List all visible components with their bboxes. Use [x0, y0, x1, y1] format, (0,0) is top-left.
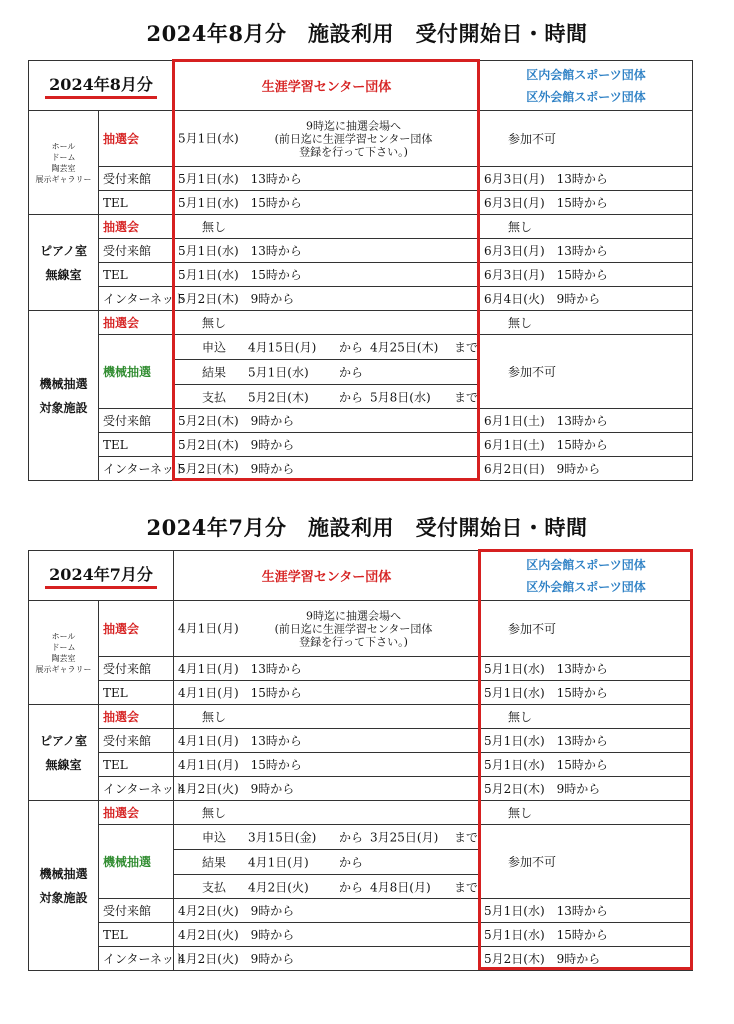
- lottery-note: [230, 119, 477, 158]
- lifelong-value: 5月2日(木) 9時から: [174, 409, 480, 433]
- pay-from: から: [339, 880, 364, 894]
- section-title: 2024年8月分 施設利用 受付開始日・時間: [146, 21, 588, 46]
- month-label-cell: [29, 61, 174, 111]
- type-visit: 受付来館: [99, 167, 174, 191]
- note-line: 登録を行って下さい。): [299, 635, 408, 648]
- type-visit: 受付来館: [99, 729, 174, 753]
- lottery-detail: [174, 111, 480, 167]
- sports-value: 6月3日(月) 15時から: [480, 263, 693, 287]
- lifelong-value: 5月1日(水) 13時から: [174, 167, 480, 191]
- machine-lottery-schedule: [174, 335, 480, 409]
- facility-machine: [29, 801, 99, 971]
- facility-line: 対象施設: [39, 890, 88, 905]
- facility-piano: [29, 705, 99, 801]
- type-internet: インターネット: [99, 457, 174, 481]
- pay-until: まで: [454, 390, 479, 404]
- pay-start: 4月2日(火): [248, 880, 309, 894]
- header-sports: [480, 61, 693, 111]
- type-tel: TEL: [99, 433, 174, 457]
- header-sports-inner: 区内会館スポーツ団体: [526, 67, 646, 82]
- sports-value: 5月2日(木) 9時から: [480, 777, 693, 801]
- type-tel: TEL: [99, 681, 174, 705]
- apply-from: から: [339, 830, 364, 845]
- sports-machine-lottery: 参加不可: [480, 825, 693, 899]
- facility-line: ホール: [51, 141, 76, 151]
- lifelong-value: 5月2日(木) 9時から: [174, 457, 480, 481]
- header-sports-outer: 区外会館スポーツ団体: [526, 579, 646, 594]
- month-label: 2024年8月分: [45, 72, 157, 99]
- sports-value: 6月2日(日) 9時から: [480, 457, 693, 481]
- pay-label: 支払: [202, 880, 227, 894]
- pay-row: [174, 385, 479, 408]
- facility-line: 陶芸室: [51, 163, 76, 173]
- type-internet: インターネット: [99, 947, 174, 971]
- header-sports-outer: 区外会館スポーツ団体: [526, 89, 646, 104]
- header-lifelong: 生涯学習センター団体: [174, 61, 480, 111]
- sports-lottery: 参加不可: [480, 111, 693, 167]
- lifelong-value: 5月2日(木) 9時から: [174, 433, 480, 457]
- sports-value: 6月3日(月) 13時から: [480, 239, 693, 263]
- result-row: [174, 360, 479, 385]
- note-line: (前日迄に生涯学習センター団体: [274, 622, 433, 635]
- apply-from: から: [339, 340, 364, 355]
- facility-line: ホール: [51, 631, 76, 641]
- lifelong-value: 無し: [174, 801, 480, 825]
- result-row: [174, 850, 479, 875]
- lifelong-value: 5月1日(水) 13時から: [174, 239, 480, 263]
- type-lottery: 抽選会: [99, 111, 174, 167]
- note-line: 9時迄に抽選会場へ: [306, 609, 402, 622]
- lifelong-value: 無し: [174, 215, 480, 239]
- header-lifelong: 生涯学習センター団体: [174, 551, 480, 601]
- sports-lottery: 参加不可: [480, 601, 693, 657]
- type-machine-lottery: 機械抽選: [99, 825, 174, 899]
- apply-row: [174, 825, 479, 850]
- sports-value: 5月1日(水) 13時から: [480, 729, 693, 753]
- type-internet: インターネット: [99, 287, 174, 311]
- facility-hall: [29, 111, 99, 215]
- facility-machine: [29, 311, 99, 481]
- type-tel: TEL: [99, 753, 174, 777]
- result-date: 5月1日(水): [248, 365, 309, 380]
- schedule-table: [28, 60, 693, 481]
- machine-lottery-schedule: [174, 825, 480, 899]
- type-visit: 受付来館: [99, 409, 174, 433]
- month-label: 2024年7月分: [45, 562, 157, 589]
- header-sports: [480, 551, 693, 601]
- type-lottery: 抽選会: [99, 801, 174, 825]
- pay-end: 5月8日(水): [370, 390, 431, 404]
- schedule-table: [28, 550, 693, 971]
- facility-line: ピアノ室: [39, 243, 88, 258]
- apply-row: [174, 335, 479, 360]
- type-visit: 受付来館: [99, 899, 174, 923]
- type-internet: インターネット: [99, 777, 174, 801]
- sports-value: 6月1日(土) 15時から: [480, 433, 693, 457]
- facility-line: 陶芸室: [51, 653, 76, 663]
- sports-value: 6月1日(土) 13時から: [480, 409, 693, 433]
- sports-value: 5月1日(水) 15時から: [480, 923, 693, 947]
- sports-value: 5月1日(水) 13時から: [480, 899, 693, 923]
- sports-value: 6月3日(月) 15時から: [480, 191, 693, 215]
- lifelong-value: 4月1日(月) 15時から: [174, 681, 480, 705]
- pay-from: から: [339, 390, 364, 404]
- facility-line: 展示ギャラリー: [35, 174, 92, 184]
- apply-label: 申込: [202, 830, 227, 845]
- apply-label: 申込: [202, 340, 227, 355]
- lifelong-value: 4月1日(月) 15時から: [174, 753, 480, 777]
- facility-line: ドーム: [51, 642, 76, 652]
- apply-start: 4月15日(月): [248, 340, 317, 355]
- type-machine-lottery: 機械抽選: [99, 335, 174, 409]
- sports-value: 無し: [480, 215, 693, 239]
- sports-value: 5月1日(水) 15時から: [480, 753, 693, 777]
- facility-line: ドーム: [51, 152, 76, 162]
- lifelong-value: 5月1日(水) 15時から: [174, 191, 480, 215]
- note-line: (前日迄に生涯学習センター団体: [274, 132, 433, 145]
- sports-value: 5月2日(木) 9時から: [480, 947, 693, 971]
- pay-end: 4月8日(月): [370, 880, 431, 894]
- lifelong-value: 4月1日(月) 13時から: [174, 729, 480, 753]
- lifelong-value: 4月2日(火) 9時から: [174, 777, 480, 801]
- header-sports-inner: 区内会館スポーツ団体: [526, 557, 646, 572]
- apply-end: 4月25日(木): [370, 340, 439, 355]
- sports-value: 無し: [480, 801, 693, 825]
- section-title: 2024年7月分 施設利用 受付開始日・時間: [146, 515, 588, 540]
- facility-line: 無線室: [45, 757, 82, 772]
- type-visit: 受付来館: [99, 657, 174, 681]
- facility-piano: [29, 215, 99, 311]
- apply-until: まで: [454, 340, 479, 355]
- lottery-date: 5月1日(水): [178, 131, 239, 145]
- lottery-note: [230, 609, 477, 648]
- pay-until: まで: [454, 880, 479, 894]
- sports-value: 5月1日(水) 15時から: [480, 681, 693, 705]
- lifelong-value: 無し: [174, 705, 480, 729]
- sports-value: 6月3日(月) 13時から: [480, 167, 693, 191]
- type-lottery: 抽選会: [99, 705, 174, 729]
- pay-label: 支払: [202, 390, 227, 404]
- sports-value: 無し: [480, 311, 693, 335]
- lifelong-value: 無し: [174, 311, 480, 335]
- lottery-date: 4月1日(月): [178, 621, 239, 635]
- apply-until: まで: [454, 830, 479, 845]
- type-tel: TEL: [99, 263, 174, 287]
- sports-value: 5月1日(水) 13時から: [480, 657, 693, 681]
- result-label: 結果: [202, 365, 227, 380]
- lifelong-value: 4月2日(火) 9時から: [174, 899, 480, 923]
- lifelong-value: 4月2日(火) 9時から: [174, 923, 480, 947]
- apply-end: 3月25日(月): [370, 830, 439, 845]
- result-from: から: [339, 365, 364, 380]
- pay-start: 5月2日(木): [248, 390, 309, 404]
- lifelong-value: 5月2日(木) 9時から: [174, 287, 480, 311]
- facility-line: 無線室: [45, 267, 82, 282]
- type-lottery: 抽選会: [99, 601, 174, 657]
- type-lottery: 抽選会: [99, 311, 174, 335]
- lifelong-value: 4月1日(月) 13時から: [174, 657, 480, 681]
- month-label-cell: [29, 551, 174, 601]
- lottery-detail: [174, 601, 480, 657]
- result-date: 4月1日(月): [248, 855, 309, 870]
- lifelong-value: 4月2日(火) 9時から: [174, 947, 480, 971]
- note-line: 登録を行って下さい。): [299, 145, 408, 158]
- facility-line: 対象施設: [39, 400, 88, 415]
- sports-value: 無し: [480, 705, 693, 729]
- note-line: 9時迄に抽選会場へ: [306, 119, 402, 132]
- type-visit: 受付来館: [99, 239, 174, 263]
- lifelong-value: 5月1日(水) 15時から: [174, 263, 480, 287]
- apply-start: 3月15日(金): [248, 830, 317, 845]
- facility-line: ピアノ室: [39, 733, 88, 748]
- facility-line: 展示ギャラリー: [35, 664, 92, 674]
- result-from: から: [339, 855, 364, 870]
- facility-hall: [29, 601, 99, 705]
- type-lottery: 抽選会: [99, 215, 174, 239]
- facility-line: 機械抽選: [39, 376, 88, 391]
- facility-line: 機械抽選: [39, 866, 88, 881]
- sports-value: 6月4日(火) 9時から: [480, 287, 693, 311]
- type-tel: TEL: [99, 191, 174, 215]
- type-tel: TEL: [99, 923, 174, 947]
- pay-row: [174, 875, 479, 898]
- sports-machine-lottery: 参加不可: [480, 335, 693, 409]
- result-label: 結果: [202, 855, 227, 870]
